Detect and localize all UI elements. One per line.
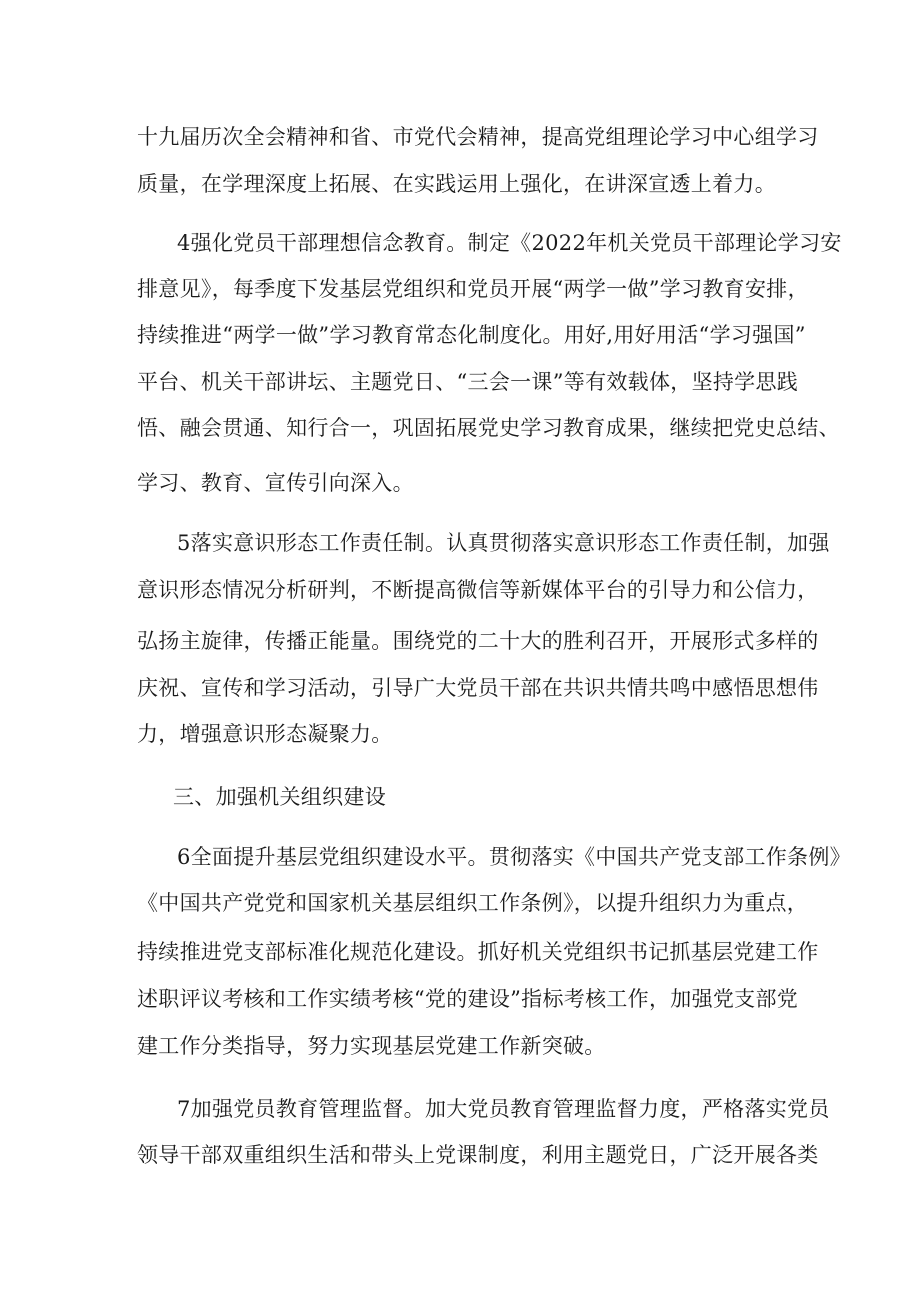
text-line: 排意见》，每季度下发基层党组织和党员开展“两学一做”学习教育安排， xyxy=(137,277,809,301)
text-line: 悟、融会贯通、知行合一，巩固拓展党史学习教育成果，继续把党史总结、 xyxy=(137,416,840,440)
text-line: 持续推进“两学一做”学习教育常态化制度化。用好,用好用活“学习强国” xyxy=(137,323,806,347)
text-line: 弘扬主旋律，传播正能量。围绕党的二十大的胜利召开，开展形式多样的 xyxy=(137,629,819,653)
text-line: 《中国共产党党和国家机关基层组织工作条例》，以提升组织力为重点， xyxy=(137,891,809,915)
text-line: 庆祝、宣传和学习活动，引导广大党员干部在共识共情共鸣中感悟思想伟 xyxy=(137,676,819,700)
text-line: 持续推进党支部标准化规范化建设。抓好机关党组织书记抓基层党建工作 xyxy=(137,940,819,964)
text-line: 力，增强意识形态凝聚力。 xyxy=(137,722,393,746)
paragraph-5-title-line: 5落实意识形态工作责任制。认真贯彻落实意识形态工作责任制，加强 xyxy=(177,531,830,555)
text-line: 平台、机关干部讲坛、主题党日、“三会一课”等有效载体，坚持学思践 xyxy=(137,370,799,394)
paragraph-7-title-line: 7加强党员教育管理监督。加大党员教育管理监督力度，严格落实党员 xyxy=(177,1097,830,1121)
text-line: 领导干部双重组织生活和带头上党课制度，利用主题党日，广泛开展各类 xyxy=(137,1143,819,1167)
paragraph-6-title-line: 6全面提升基层党组织建设水平。贯彻落实《中国共产党支部工作条例》 xyxy=(177,845,851,869)
text-line: 质量，在学理深度上拓展、在实践运用上强化，在讲深宣透上着力。 xyxy=(137,172,776,196)
paragraph-4-title-line: 4强化党员干部理想信念教育。制定《2022年机关党员干部理论学习安 xyxy=(177,231,842,255)
text-line: 意识形态情况分析研判，不断提高微信等新媒体平台的引导力和公信力， xyxy=(137,578,819,602)
text-line: 十九届历次全会精神和省、市党代会精神，提高党组理论学习中心组学习 xyxy=(137,125,819,149)
text-line: 述职评议考核和工作实绩考核“党的建设”指标考核工作，加强党支部党 xyxy=(137,987,799,1011)
text-line: 学习、教育、宣传引向深入。 xyxy=(137,471,414,495)
text-line: 建工作分类指导，努力实现基层党建工作新突破。 xyxy=(137,1034,606,1058)
section-heading: 三、加强机关组织建设 xyxy=(173,785,386,809)
